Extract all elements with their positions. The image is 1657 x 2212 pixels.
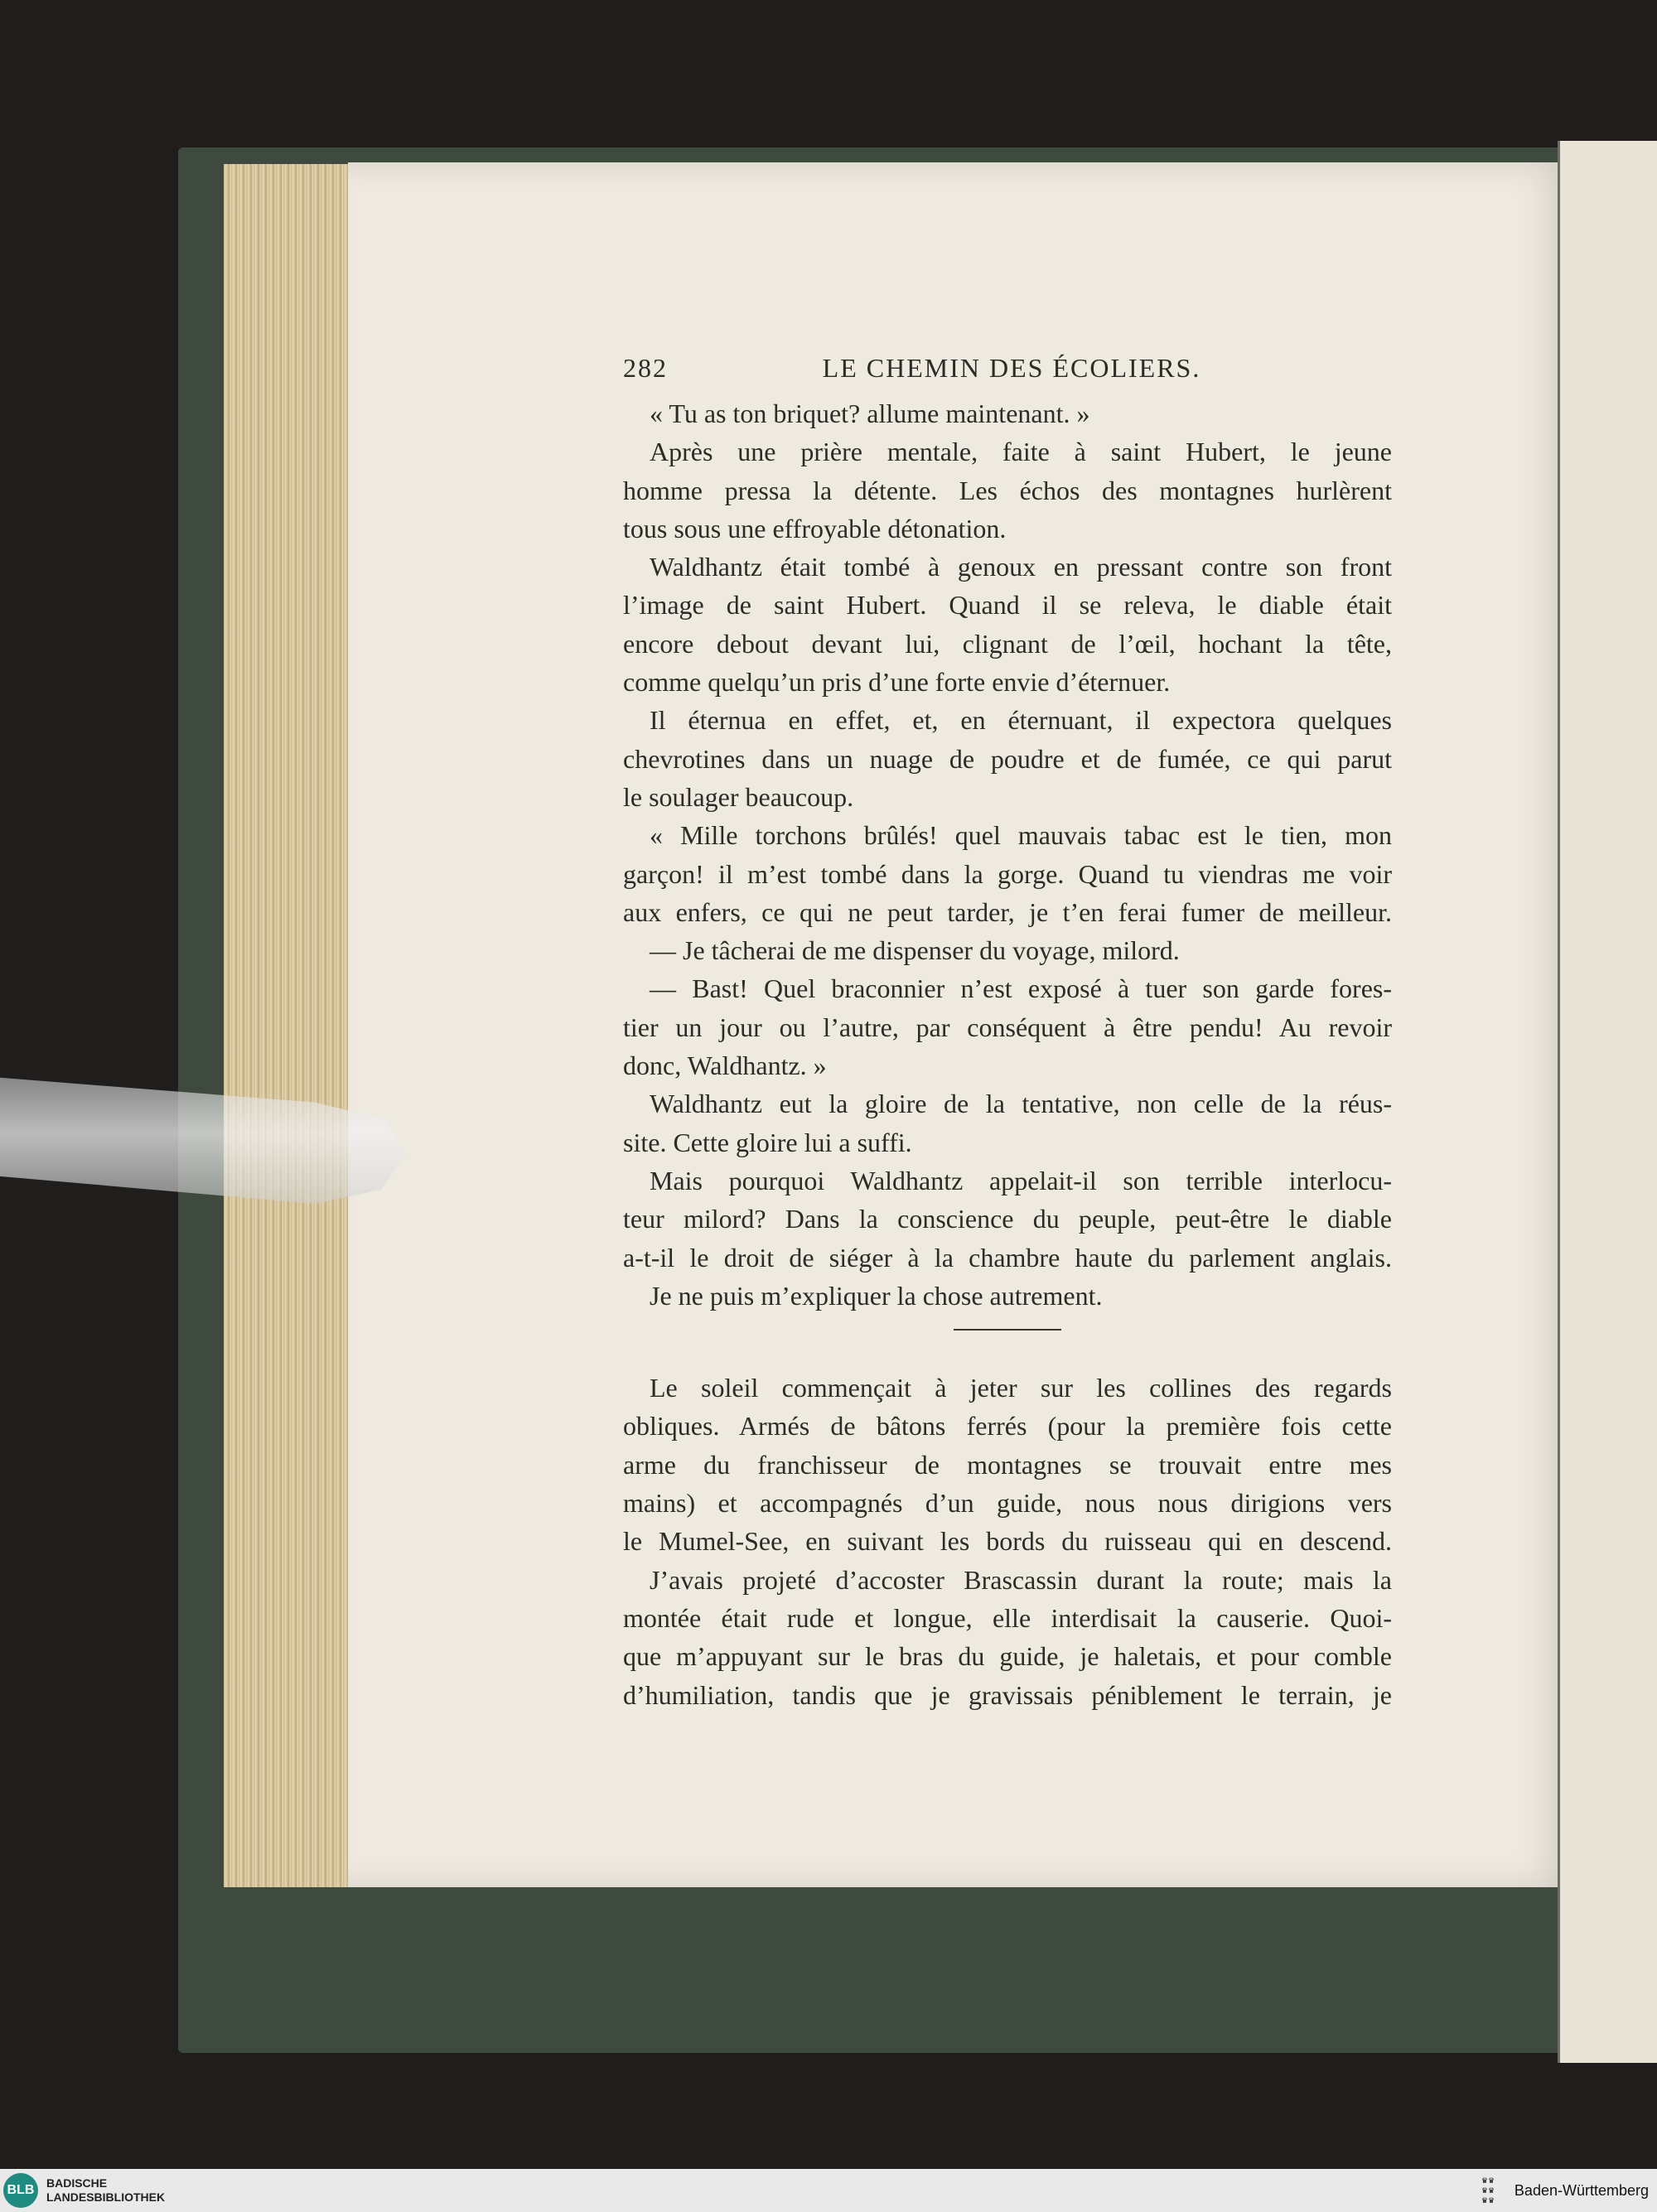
text-line: encore debout devant lui, clignant de l’œil, hochant la tête, bbox=[623, 628, 1392, 659]
text-line: J’avais projeté d’accoster Brascassin durant la route; mais la bbox=[650, 1564, 1392, 1595]
bw-logo[interactable] bbox=[1481, 2176, 1657, 2205]
lions-crest-icon: ♛♛ ♛♛ ♛♛ bbox=[1481, 2176, 1495, 2205]
text-line: mains) et accompagnés d’un guide, nous nous dirigions vers bbox=[623, 1488, 1392, 1519]
page-number: 282 bbox=[623, 353, 668, 383]
facing-page-edge bbox=[1558, 141, 1657, 2063]
text-line: comme quelqu’un pris d’une forte envie d’éternuer. bbox=[623, 667, 1171, 698]
section-divider bbox=[954, 1329, 1061, 1331]
text-line: tous sous une effroyable détonation. bbox=[623, 513, 1007, 543]
running-title: LE CHEMIN DES ÉCOLIERS. bbox=[822, 353, 1201, 383]
text-line: Le soleil commençait à jeter sur les collines des regards bbox=[650, 1373, 1392, 1403]
text-line: « Mille torchons brûlés! quel mauvais tabac est le tien, mon bbox=[650, 820, 1392, 851]
page-edges bbox=[224, 164, 356, 1887]
text-line: Waldhantz était tombé à genoux en pressant contre son front bbox=[650, 552, 1392, 582]
state-name: Baden-Württemberg bbox=[1514, 2181, 1649, 2199]
text-line: montée était rude et longue, elle interdisait la causerie. Quoi- bbox=[623, 1602, 1392, 1633]
blb-badge-icon: BLB bbox=[3, 2173, 38, 2208]
text-line: l’image de saint Hubert. Quand il se releva, le diable était bbox=[623, 590, 1392, 621]
text-line: le soulager beaucoup. bbox=[623, 781, 854, 812]
text-line: teur milord? Dans la conscience du peuple, peut-être le diable bbox=[623, 1204, 1392, 1234]
text-line: d’humiliation, tandis que je gravissais péniblement le terrain, je bbox=[623, 1679, 1392, 1710]
text-line: Waldhantz eut la gloire de la tentative, non celle de la réus- bbox=[650, 1089, 1392, 1119]
text-line: tier un jour ou l’autre, par conséquent à être pendu! Au revoir bbox=[623, 1012, 1392, 1042]
text-line: Mais pourquoi Waldhantz appelait-il son terrible interlocu- bbox=[650, 1165, 1392, 1195]
blb-logo[interactable] bbox=[0, 2173, 165, 2208]
text-line: homme pressa la détente. Les échos des montagnes hurlèrent bbox=[623, 475, 1392, 505]
text-line: Je ne puis m’expliquer la chose autrement. bbox=[650, 1280, 1103, 1311]
text-line: obliques. Armés de bâtons ferrés (pour la première fois cette bbox=[623, 1411, 1392, 1442]
text-line: — Je tâcherai de me dispenser du voyage, milord. bbox=[650, 935, 1180, 966]
text-line: chevrotines dans un nuage de poudre et de fumée, ce qui parut bbox=[623, 743, 1392, 774]
text-line: Il éternua en effet, et, en éternuant, il expectora quelques bbox=[650, 705, 1392, 736]
library-name bbox=[46, 2176, 165, 2205]
text-line: aux enfers, ce qui ne peut tarder, je t’en ferai fumer de meilleur. bbox=[623, 896, 1392, 927]
text-line: Après une prière mentale, faite à saint Hubert, le jeune bbox=[650, 437, 1392, 467]
library-name-line2: LANDESBIBLIOTHEK bbox=[46, 2190, 166, 2204]
text-line: arme du franchisseur de montagnes se trouvait entre mes bbox=[623, 1449, 1392, 1480]
text-line: garçon! il m’est tombé dans la gorge. Quand tu viendras me voir bbox=[623, 858, 1392, 889]
text-line: donc, Waldhantz. » bbox=[623, 1050, 827, 1081]
library-name-line1: BADISCHE bbox=[46, 2176, 108, 2190]
text-line: « Tu as ton briquet? allume maintenant. » bbox=[650, 398, 1090, 428]
running-head bbox=[623, 353, 1392, 394]
footer-bar bbox=[0, 2169, 1657, 2212]
text-block bbox=[623, 353, 1392, 1714]
text-line: site. Cette gloire lui a suffi. bbox=[623, 1127, 912, 1157]
text-line: — Bast! Quel braconnier n’est exposé à tuer son garde fores- bbox=[650, 973, 1392, 1004]
text-line: le Mumel-See, en suivant les bords du ruisseau qui en descend. bbox=[623, 1526, 1392, 1557]
text-line: a-t-il le droit de siéger à la chambre haute du parlement anglais. bbox=[623, 1242, 1392, 1273]
text-line: que m’appuyant sur le bras du guide, je haletais, et pour comble bbox=[623, 1641, 1392, 1672]
